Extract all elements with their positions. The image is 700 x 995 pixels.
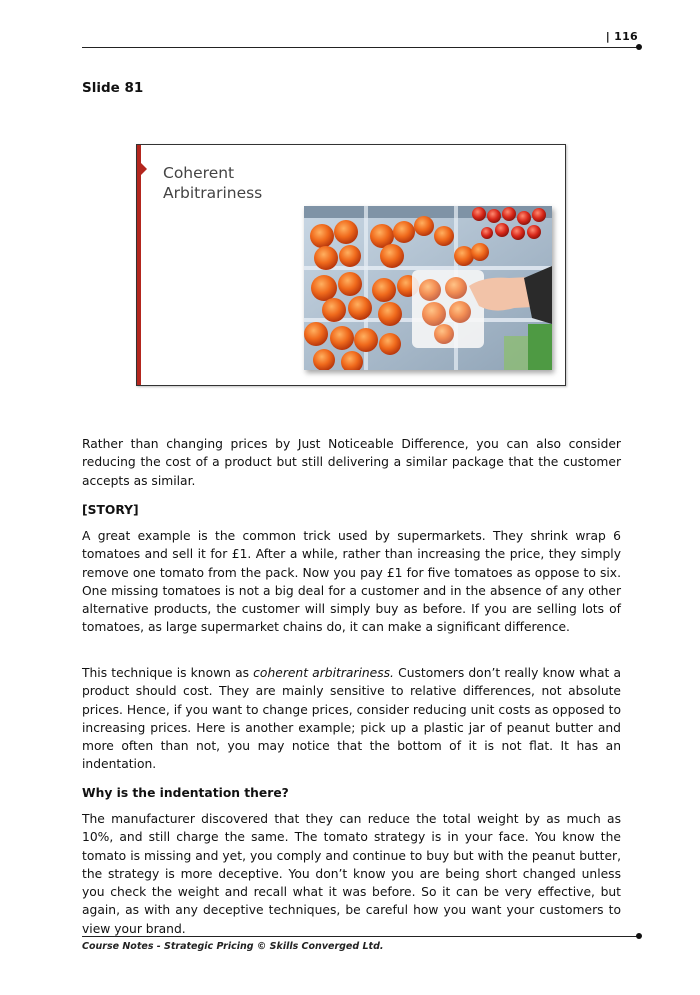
technique-term: coherent arbitrariness. [253,666,394,680]
slide-label: Slide 81 [82,80,144,96]
slide-accent-bar [137,145,141,385]
footer-rule [82,936,638,937]
technique-text-before: This technique is known as [82,666,254,680]
page-number: | 116 [605,30,638,43]
header-rule-dot [636,44,642,50]
header-rule [82,47,638,48]
story-heading: [STORY] [82,503,139,517]
story-paragraph: A great example is the common trick used by supermarkets. They shrink wrap 6 tomatoes and sell it for £1. After a while, rather than increasing the price, they simply remove one tomato from the pack. Now you pay £1 for five tomatoes as oppose to six. One missing tomatoes is not a big deal for a customer and in the absence of any other alternative products, the customer will simply buy as before. If you are selling lots of tomatoes, as large supermarket chains do, it can make a significant difference. [82,529,621,635]
intro-paragraph: Rather than changing prices by Just Noticeable Difference, you can also consider reducing the cost of a product but still delivering a similar package that the customer accepts as similar. [82,437,621,488]
technique-text-after: Customers don’t really know what a product should cost. They are mainly sensitive to relative differences, not absolute prices. Hence, if you want to change prices, consider reducing unit costs as opposed to increasing prices. Here is another example; pick up a plastic jar of peanut butter and more often than not, you may notice that the bottom of it is not flat. It has an indentation. [82,666,621,772]
slide-thumbnail [136,144,566,386]
slide-title-line1: Coherent [163,164,235,182]
slide-title [163,163,262,203]
slide-accent-marker [141,163,147,175]
tomato-packs-photo [304,206,552,370]
slide-title-line2: Arbitrariness [163,184,263,202]
footer-text: Course Notes - Strategic Pricing © Skills Converged Ltd. [82,941,384,952]
footer-rule-dot [636,933,642,939]
answer-paragraph: The manufacturer discovered that they can reduce the total weight by as much as 10%, and still charge the same. The tomato strategy is in your face. You know the tomato is missing and yet, you comply and continue to buy but with the peanut butter, the strategy is more deceptive. You don’t know you are being short changed unless you check the weight and recall what it was before. So it can be very effective, but again, as with any deceptive techniques, be careful how you want your customers to view your brand. [82,812,621,936]
question-heading: Why is the indentation there? [82,786,289,800]
technique-paragraph [82,664,621,774]
